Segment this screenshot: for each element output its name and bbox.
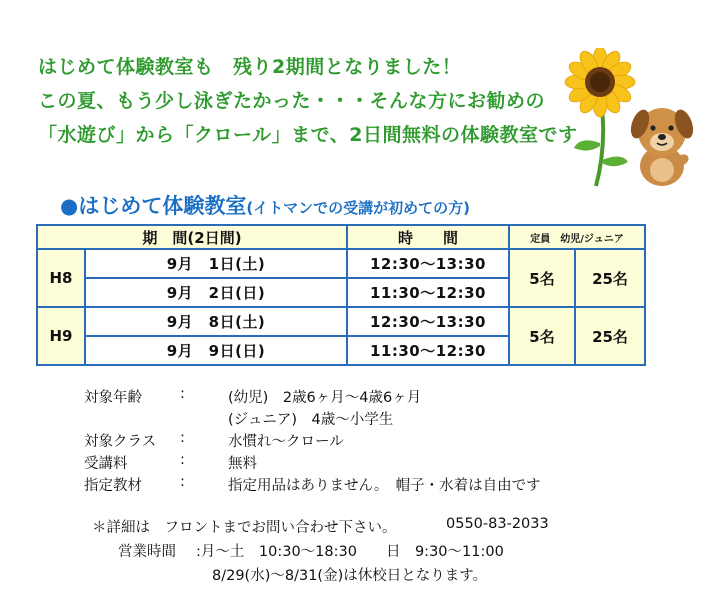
date-cell: 9月 8日(土) xyxy=(85,307,347,336)
detail-value: 無料 xyxy=(228,456,257,472)
group-label: H8 xyxy=(37,249,85,307)
intro-line-1: はじめて体験教室も 残り2期間となりました！ xyxy=(38,56,462,78)
detail-label: 対象年齢 xyxy=(84,390,142,406)
infant-capacity: 5名 xyxy=(509,307,575,365)
hours-label: 営業時間 xyxy=(118,544,176,560)
junior-capacity: 25名 xyxy=(575,249,645,307)
table-row xyxy=(37,307,645,336)
date-cell: 9月 2日(日) xyxy=(85,278,347,307)
date-cell: 9月 9日(日) xyxy=(85,336,347,365)
detail-label: 対象クラス xyxy=(84,434,157,450)
detail-colon: : xyxy=(180,474,185,490)
table-header-row xyxy=(37,225,645,249)
business-hours: :月〜土 10:30〜18:30 日 9:30〜11:00 xyxy=(196,544,504,560)
header-period: 期 間(2日間) xyxy=(37,225,347,249)
detail-value: 指定用品はありません。 帽子・水着は自由です xyxy=(228,478,541,494)
section-subtitle: (イトマンでの受講が初めての方) xyxy=(246,199,471,217)
time-cell: 11:30〜12:30 xyxy=(347,278,509,307)
infant-capacity: 5名 xyxy=(509,249,575,307)
header-capacity: 定員 幼児/ジュニア xyxy=(509,225,645,249)
dog-mascot-icon xyxy=(627,107,696,186)
header-time: 時 間 xyxy=(347,225,509,249)
section-heading xyxy=(60,190,470,220)
time-cell: 12:30〜13:30 xyxy=(347,249,509,278)
intro-line-2: この夏、もう少し泳ぎたかった・・・そんな方にお勧めの xyxy=(38,90,546,112)
detail-label: 指定教材 xyxy=(84,478,142,494)
detail-colon: : xyxy=(180,430,185,446)
detail-colon: : xyxy=(180,386,185,402)
detail-value: 水慣れ〜クロール xyxy=(228,434,344,450)
group-label: H9 xyxy=(37,307,85,365)
schedule-table xyxy=(36,224,646,366)
section-title: ●はじめて体験教室 xyxy=(60,194,247,218)
sunflower-dog-illustration xyxy=(562,48,712,188)
time-cell: 12:30〜13:30 xyxy=(347,307,509,336)
detail-value: (ジュニア) 4歳〜小学生 xyxy=(228,412,394,428)
time-cell: 11:30〜12:30 xyxy=(347,336,509,365)
contact-note: ＊詳細は フロントまでお問い合わせ下さい。 xyxy=(92,520,397,536)
date-cell: 9月 1日(土) xyxy=(85,249,347,278)
sunflower-icon xyxy=(565,48,635,186)
phone-number: 0550-83-2033 xyxy=(446,516,549,532)
detail-value: (幼児) 2歳6ヶ月〜4歳6ヶ月 xyxy=(228,390,422,406)
junior-capacity: 25名 xyxy=(575,307,645,365)
detail-label: 受講料 xyxy=(84,456,128,472)
intro-line-3: 「水遊び」から「クロール」まで、2日間無料の体験教室です xyxy=(38,124,578,146)
closure-notice: 8/29(水)〜8/31(金)は休校日となります。 xyxy=(212,568,488,584)
detail-colon: : xyxy=(180,452,185,468)
table-row xyxy=(37,249,645,278)
